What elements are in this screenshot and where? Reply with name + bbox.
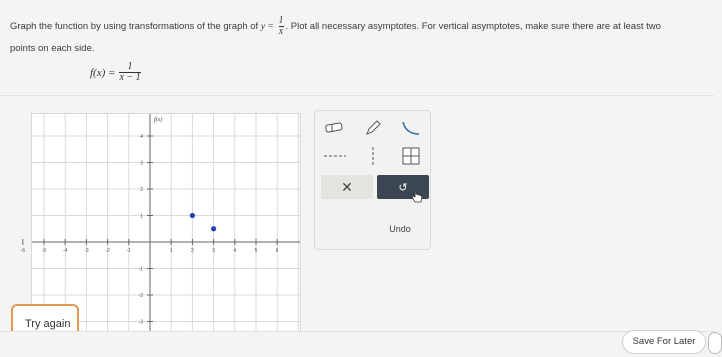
- y-tick-label: 2: [140, 187, 143, 193]
- x-tick-label: -2: [105, 248, 110, 254]
- x-tick-label: -6: [20, 248, 26, 254]
- x-tick-label: 6: [275, 248, 279, 254]
- parent-denominator: x: [278, 26, 284, 37]
- curve-icon[interactable]: [397, 117, 425, 139]
- parent-numerator: 1: [278, 15, 284, 26]
- reset-button[interactable]: ↺: [377, 175, 429, 199]
- y-tick-label: 3: [140, 160, 143, 167]
- save-for-later-button[interactable]: Save For Later: [622, 330, 706, 354]
- dashed-line-icon[interactable]: [321, 145, 349, 167]
- try-again-button[interactable]: Try again: [11, 304, 79, 340]
- question-instructions-2: points on each side.: [10, 43, 95, 55]
- x-tick-label: -3: [84, 248, 89, 254]
- plotted-point: [190, 213, 195, 218]
- x-tick-label: 5: [254, 248, 258, 254]
- plotted-point: [211, 226, 216, 231]
- question-text: [10, 16, 700, 60]
- question-instructions: . Plot all necessary asymptotes. For vertical asymptotes, make sure there are at least two: [285, 21, 661, 33]
- y-tick-label: 1: [140, 213, 143, 220]
- formula-numerator: 1: [127, 61, 133, 72]
- y-tick-label: -2: [138, 293, 143, 299]
- x-tick-label: 3: [212, 248, 215, 254]
- question-intro: Graph the function by using transformations of the graph of: [10, 21, 259, 33]
- y-tick-label: -3: [138, 319, 143, 326]
- formula-lhs: f(x) =: [90, 66, 116, 79]
- section-divider: [0, 95, 714, 96]
- x-tick-label: -4: [62, 248, 68, 254]
- formula-fraction: [119, 62, 140, 83]
- pencil-icon[interactable]: [359, 117, 387, 139]
- y-tick-label: -1: [138, 266, 143, 273]
- eraser-icon[interactable]: [321, 117, 349, 139]
- y-axis-label: f(x): [154, 117, 163, 123]
- vertical-dashed-icon[interactable]: [359, 145, 387, 167]
- parent-fraction: [279, 16, 284, 37]
- fraction-grid-icon[interactable]: [397, 145, 425, 167]
- undo-button[interactable]: Undo: [389, 224, 411, 234]
- x-tick-label: -5: [41, 248, 47, 254]
- x-tick-label: 2: [191, 248, 194, 254]
- hand-cursor-icon: [411, 189, 423, 203]
- x-tick-label: -1: [126, 248, 132, 254]
- parent-lhs: y =: [260, 22, 274, 33]
- formula-denominator: x − 1: [119, 72, 141, 83]
- graph-toolbox: [314, 110, 431, 250]
- function-formula: [90, 62, 143, 83]
- y-tick-label: 4: [140, 134, 143, 140]
- bottom-bar: [0, 331, 714, 357]
- clear-button[interactable]: ✕: [321, 175, 373, 199]
- x-tick-label: 1: [169, 248, 173, 254]
- next-button-partial[interactable]: [708, 332, 722, 354]
- x-tick-label: 4: [233, 248, 237, 254]
